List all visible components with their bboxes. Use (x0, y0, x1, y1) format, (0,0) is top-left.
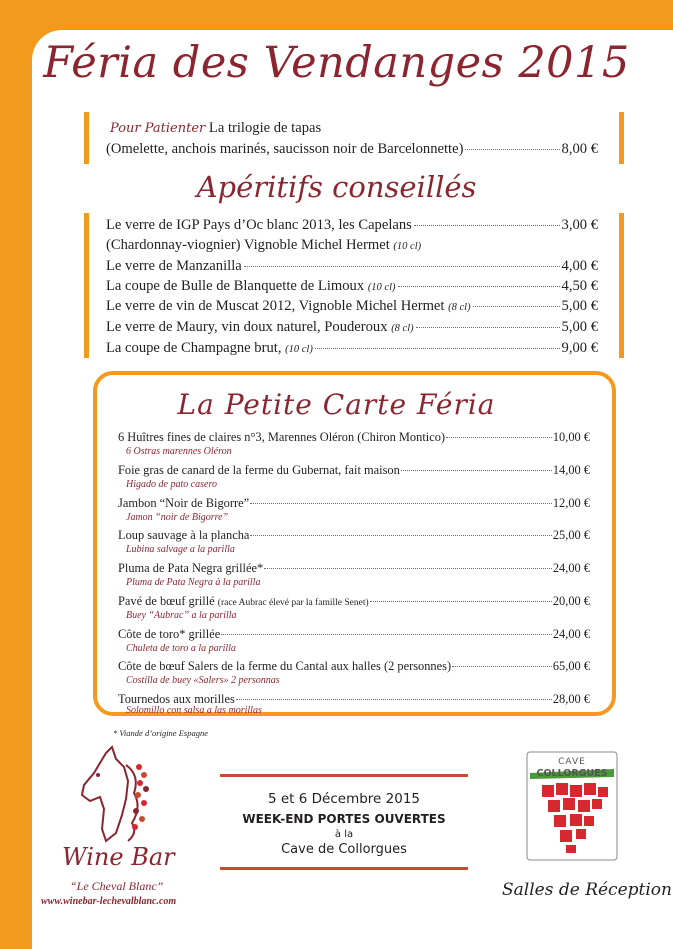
item-price: 12,00 € (552, 496, 590, 510)
menu-item (118, 561, 590, 576)
item-label: La coupe de Bulle de Blanquette de Limoux (106, 278, 365, 294)
event-title: WEEK-END PORTES OUVERTES (242, 812, 446, 826)
item-note: (race Aubrac élevé par la famille Senet) (217, 598, 369, 608)
item-label: Jambon “Noir de Bigorre” (118, 496, 250, 510)
aperitif-item (106, 340, 598, 357)
item-price: 5,00 € (561, 319, 598, 335)
aperitif-item (106, 319, 598, 336)
item-price: 24,00 € (552, 561, 590, 575)
item-translation: Jamon “noir de Bigorre” (126, 512, 229, 523)
page-title: Féria des Vendanges 2015 (43, 38, 630, 88)
leader-dots (250, 503, 552, 504)
intro-text: La trilogie de tapas (208, 120, 322, 136)
item-price: 10,00 € (552, 430, 590, 444)
intro-description: (Omelette, anchois marinés, saucisson noir de Barcelonnette) (106, 141, 464, 157)
item-label: 6 Huîtres fines de claires n°3, Marennes Oléron (Chiron Montico) (118, 430, 446, 444)
petite-carte-title: La Petite Carte Féria (177, 388, 496, 421)
menu-item (118, 528, 590, 543)
aperitifs-title: Apéritifs conseillés (196, 170, 477, 204)
divider (220, 774, 468, 777)
item-translation: Lubina salvage a la parilla (126, 544, 235, 555)
item-label: Tournedos aux morilles (118, 692, 235, 706)
winebar-url[interactable]: www.winebar-lechevalblanc.com (41, 896, 177, 907)
leader-dots (414, 225, 560, 226)
leader-dots (473, 306, 560, 307)
item-price: 4,50 € (561, 278, 598, 294)
item-note: (10 cl) (393, 241, 422, 252)
leader-dots (465, 149, 559, 150)
item-note: (8 cl) (448, 302, 471, 313)
item-translation: Pluma de Pata Negra à la parilla (126, 577, 261, 588)
winebar-subtitle: “Le Cheval Blanc” (70, 879, 164, 893)
item-translation: 6 Ostras marennes Oléron (126, 446, 232, 457)
leader-dots (370, 601, 552, 602)
menu-item (118, 627, 590, 642)
menu-item (118, 430, 590, 445)
leader-dots (398, 286, 560, 287)
leader-dots (446, 437, 552, 438)
intro-price-line (106, 141, 598, 158)
item-price: 25,00 € (552, 528, 590, 542)
item-price: 20,00 € (552, 594, 590, 608)
aperitif-item (106, 298, 598, 315)
divider (220, 867, 468, 870)
item-translation: Costilla de buey «Salers» 2 personnas (126, 675, 280, 686)
aperitif-item (106, 278, 598, 295)
leader-dots (416, 327, 560, 328)
cave-logo-line1: CAVE (558, 757, 586, 767)
item-note: (10 cl) (367, 282, 396, 293)
item-label: (Chardonnay-viognier) Vignoble Michel Hermet (106, 237, 390, 253)
leader-dots (236, 699, 552, 700)
item-label: Le verre de Maury, vin doux naturel, Pouderoux (106, 319, 388, 335)
item-translation: Higado de pato casero (126, 479, 218, 490)
cave-logo-line2: COLLORGUES (536, 768, 608, 779)
menu-item (118, 496, 590, 511)
intro-price: 8,00 € (561, 141, 598, 157)
item-label: Loup sauvage à la plancha (118, 528, 250, 542)
item-label: Côte de toro* grillée (118, 627, 221, 641)
item-price: 9,00 € (561, 340, 598, 356)
leader-dots (315, 348, 560, 349)
leader-dots (401, 470, 552, 471)
item-label: La coupe de Champagne brut, (106, 340, 282, 356)
item-translation: Buey “Aubrac” a la parilla (126, 610, 237, 621)
leader-dots (244, 266, 560, 267)
item-label: Foie gras de canard de la ferme du Gubernat, fait maison (118, 463, 400, 477)
event-block (220, 774, 468, 870)
menu-item (118, 463, 590, 478)
item-price: 65,00 € (552, 659, 590, 673)
menu-item (118, 594, 590, 609)
cave-tagline: Salles de Réception (502, 880, 672, 900)
leader-dots (221, 634, 552, 635)
aperitif-item (106, 237, 421, 254)
intro-label: Pour Patienter (110, 121, 206, 136)
divider-left (84, 112, 89, 164)
item-label: Le verre de vin de Muscat 2012, Vignoble Michel Hermet (106, 298, 445, 314)
divider-right (619, 213, 624, 358)
item-translation: Chuleta de toro a la parilla (126, 643, 236, 654)
item-price: 5,00 € (561, 298, 598, 314)
leader-dots (264, 568, 552, 569)
item-price: 24,00 € (552, 627, 590, 641)
event-at: à la (334, 829, 354, 840)
aperitif-item (106, 258, 598, 275)
cave-logo-caption (527, 757, 617, 779)
item-note: (8 cl) (391, 323, 414, 334)
leader-dots (250, 535, 551, 536)
winebar-name: Wine Bar (62, 843, 175, 871)
item-label: Pavé de bœuf grillé (118, 594, 215, 608)
item-label: Le verre de Manzanilla (106, 258, 242, 274)
item-label: Le verre de IGP Pays d’Oc blanc 2013, les Capelans (106, 217, 412, 233)
divider-left (84, 213, 89, 358)
horse-logo (76, 745, 166, 845)
divider-right (619, 112, 624, 164)
aperitif-item (106, 217, 598, 234)
footnote: * Viande d’origine Espagne (113, 728, 208, 738)
intro-line (110, 120, 321, 137)
event-place: Cave de Collorgues (281, 842, 407, 857)
item-note: (10 cl) (285, 344, 313, 355)
menu-item (118, 659, 590, 674)
item-price: 28,00 € (552, 692, 590, 706)
event-dates: 5 et 6 Décembre 2015 (267, 791, 420, 807)
item-label: Côte de bœuf Salers de la ferme du Cantal aux halles (2 personnes) (118, 659, 452, 673)
leader-dots (452, 666, 552, 667)
item-price: 3,00 € (561, 217, 598, 233)
item-label: Pluma de Pata Negra grillée* (118, 561, 264, 575)
item-translation: Solomillo con salsa a las morillas (126, 705, 262, 716)
item-price: 14,00 € (552, 463, 590, 477)
item-price: 4,00 € (561, 258, 598, 274)
